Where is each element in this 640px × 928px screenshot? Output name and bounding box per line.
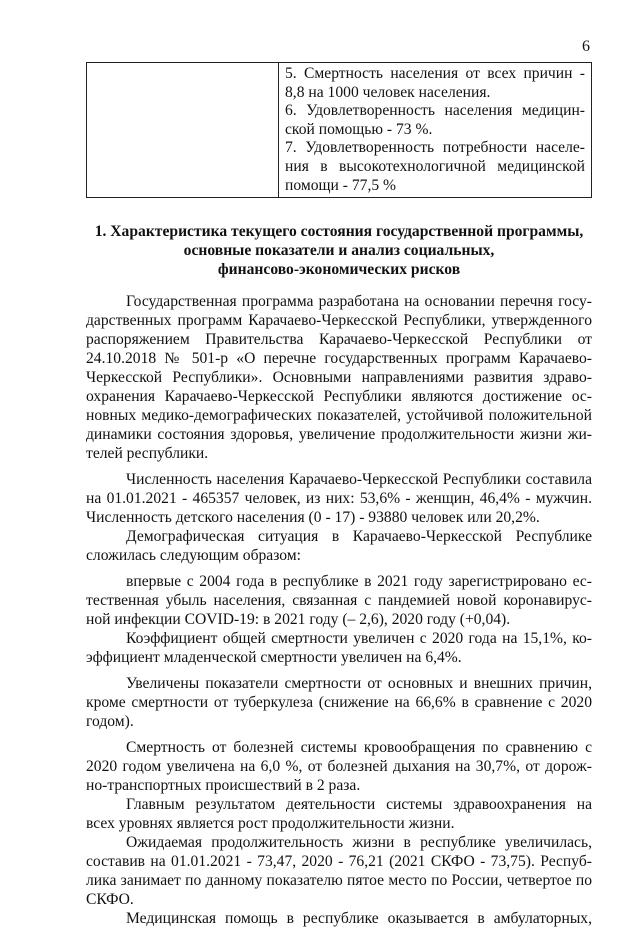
text-line: сложилась следующим образом: xyxy=(86,547,301,564)
text-line: Демографическая ситуация в Карачаево-Черкесской Республике xyxy=(126,528,592,545)
text-line: СКФО. xyxy=(86,891,134,908)
text-line: впервые с 2004 года в республике в 2021 году зарегистрировано ес- xyxy=(126,573,592,590)
text-line: Увеличены показатели смертности от основных и внешних причин, xyxy=(126,675,592,692)
heading-line: основные показатели и анализ социальных, xyxy=(183,242,495,259)
paragraph xyxy=(86,738,592,795)
text-line: новных медико-демографических показателей, устойчивой положительной xyxy=(86,407,592,424)
text-line: Государственная программа разработана на основании перечня госу- xyxy=(126,293,592,310)
table-indicators-cell xyxy=(279,63,592,198)
table-text-line: 7. Удовлетворенность потребности населе- xyxy=(285,139,585,157)
text-line: всех уровнях является рост продолжительности жизни. xyxy=(86,815,455,832)
text-line: ной инфекции COVID-19: в 2021 году (– 2,6), 2020 году (+0,04). xyxy=(86,611,511,628)
paragraph xyxy=(86,292,592,463)
table-text-line: помощи - 77,5 % xyxy=(285,176,397,194)
table-text-line: 8,8 на 1000 человек населения. xyxy=(285,83,491,101)
text-line: дарственных программ Карачаево-Черкесской Республики, утвержденного xyxy=(86,312,592,329)
paragraph xyxy=(86,674,592,731)
text-line: распоряжением Правительства Карачаево-Черкесской Республики от xyxy=(86,331,592,348)
text-line: но-транспортных происшествий в 2 раза. xyxy=(86,777,361,794)
text-line: составив на 01.01.2021 - 73,47, 2020 - 76,21 (2021 СКФО - 73,75). Респуб- xyxy=(86,853,592,870)
text-line: Численность населения Карачаево-Черкесской Республики составила xyxy=(126,471,592,488)
table-text-line: ской помощью - 73 %. xyxy=(285,120,433,138)
text-line: Смертность от болезней системы кровообращения по сравнению с xyxy=(126,739,592,756)
text-line: лика занимает по данному показателю пятое место по России, четвертое по xyxy=(86,872,592,889)
paragraph xyxy=(86,909,592,928)
indicators-table xyxy=(86,62,592,198)
heading-line: 1. Характеристика текущего состояния государственной программы, xyxy=(94,223,584,240)
text-line: годом). xyxy=(86,713,134,730)
section-heading xyxy=(86,222,592,279)
document-body xyxy=(86,292,592,928)
text-line: 2020 годом увеличена на 6,0 %, от болезней дыхания на 30,7%, от дорож- xyxy=(86,758,592,775)
text-line: телей республики. xyxy=(86,445,209,462)
table-row xyxy=(87,63,592,198)
paragraph xyxy=(86,833,592,909)
text-line: эффициент младенческой смертности увеличен на 6,4%. xyxy=(86,649,462,666)
text-line: динамики состояния здоровья, увеличение продолжительности жизни жи- xyxy=(86,426,592,443)
text-line: охранения Карачаево-Черкесской Республики являются достижение ос- xyxy=(86,388,592,405)
text-line: Черкесской Республики». Основными направлениями развития здраво- xyxy=(86,369,592,386)
text-line: Коэффициент общей смертности увеличен с 2020 года на 15,1%, ко- xyxy=(126,630,592,647)
table-cell-text xyxy=(279,63,591,197)
heading-line: финансово-экономических рисков xyxy=(217,261,461,278)
paragraph xyxy=(86,572,592,629)
text-line: на 01.01.2021 - 465357 человек, из них: 53,6% - женщин, 46,4% - мужчин. xyxy=(86,490,592,507)
page-number: 6 xyxy=(582,38,590,55)
text-line: 24.10.2018 № 501-р «О перечне государственных программ Карачаево- xyxy=(86,350,592,367)
table-text-line: ния в высокотехнологичной медицинской xyxy=(285,157,585,175)
table-empty-cell xyxy=(87,63,279,198)
text-line: Численность детского населения (0 - 17) - 93880 человек или 20,2%. xyxy=(86,509,540,526)
text-line: Медицинская помощь в республике оказывается в амбулаторных, xyxy=(126,910,592,927)
text-line: тественная убыль населения, связанная с пандемией новой коронавирус- xyxy=(86,592,592,609)
text-line: Главным результатом деятельности системы здравоохранения на xyxy=(126,796,592,813)
table-text-line: 5. Смертность населения от всех причин - xyxy=(285,65,585,82)
table-text-line: 6. Удовлетворенность населения медицин- xyxy=(285,102,585,120)
text-line: Ожидаемая продолжительность жизни в республике увеличилась, xyxy=(126,834,592,851)
paragraph xyxy=(86,795,592,833)
text-line: кроме смертности от туберкулеза (снижение на 66,6% в сравнение с 2020 xyxy=(86,694,592,711)
paragraph xyxy=(86,470,592,527)
paragraph xyxy=(86,629,592,667)
paragraph xyxy=(86,527,592,565)
